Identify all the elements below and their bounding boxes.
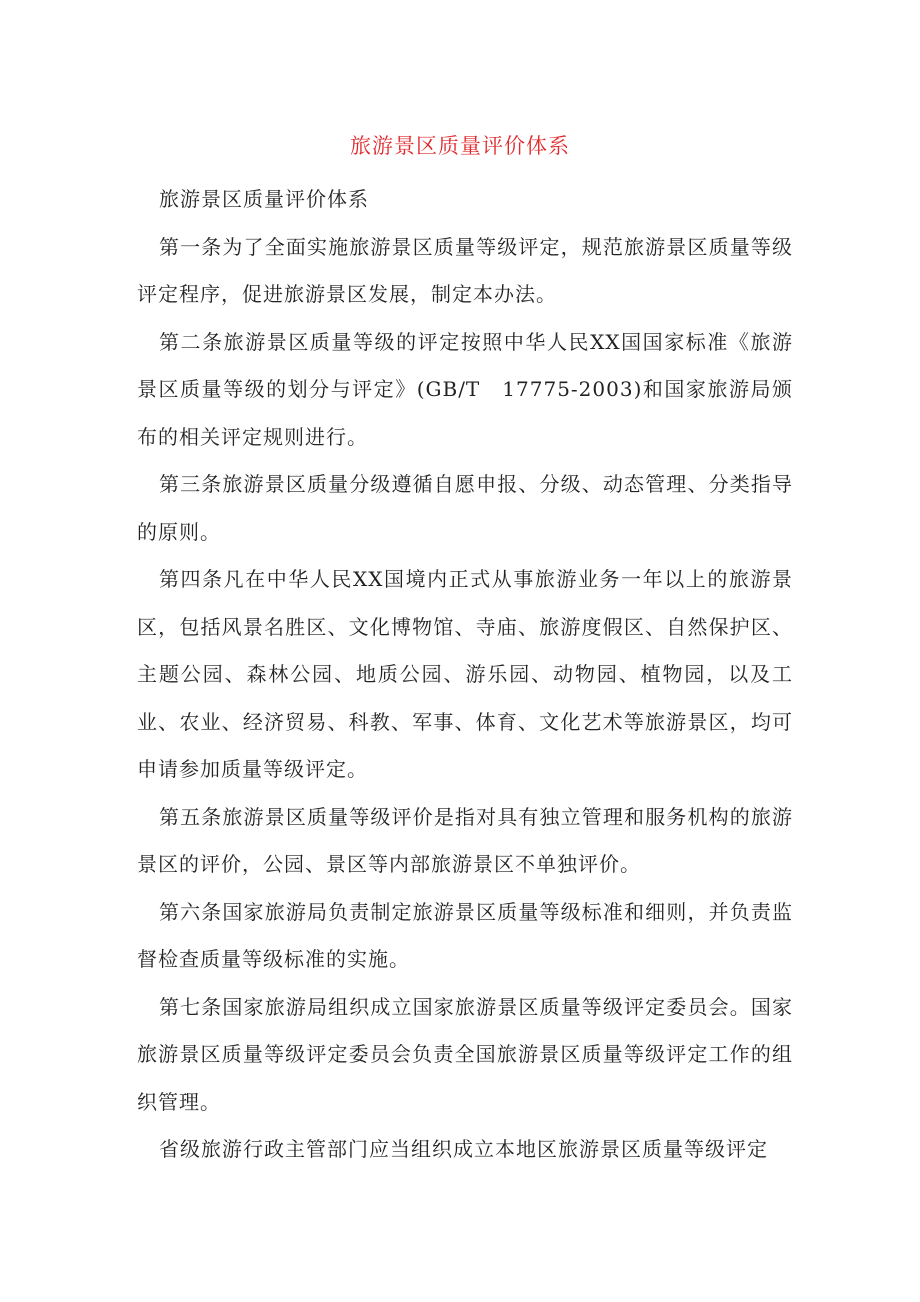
document-body [137,176,793,1174]
paragraph-article-4: 第四条凡在中华人民XX国境内正式从事旅游业务一年以上的旅游景区，包括风景名胜区、文化博物馆、寺庙、旅游度假区、自然保护区、主题公园、森林公园、地质公园、游乐园、动物园、植物园，以及工业、农业、经济贸易、科教、军事、体育、文化艺术等旅游景区，均可申请参加质量等级评定。 [137,567,793,781]
paragraph-article-3: 第三条旅游景区质量分级遵循自愿申报、分级、动态管理、分类指导的原则。 [137,472,793,544]
document-title: 旅游景区质量评价体系 [350,134,570,158]
paragraph-article-2: 第二条旅游景区质量等级的评定按照中华人民XX国国家标准《旅游景区质量等级的划分与评定》(GB/T 17775-2003)和国家旅游局颁布的相关评定规则进行。 [137,329,793,449]
paragraph-article-1: 第一条为了全面实施旅游景区质量等级评定，规范旅游景区质量等级评定程序，促进旅游景区发展，制定本办法。 [137,234,793,306]
paragraph-provincial: 省级旅游行政主管部门应当组织成立本地区旅游景区质量等级评定 [159,1137,768,1161]
paragraph-article-7: 第七条国家旅游局组织成立国家旅游景区质量等级评定委员会。国家旅游景区质量等级评定委员会负责全国旅游景区质量等级评定工作的组织管理。 [137,994,793,1114]
paragraph-article-5: 第五条旅游景区质量等级评价是指对具有独立管理和服务机构的旅游景区的评价，公园、景区等内部旅游景区不单独评价。 [137,804,793,876]
paragraph-article-6: 第六条国家旅游局负责制定旅游景区质量等级标准和细则，并负责监督检查质量等级标准的实施。 [137,899,793,971]
paragraph-heading: 旅游景区质量评价体系 [159,187,369,211]
